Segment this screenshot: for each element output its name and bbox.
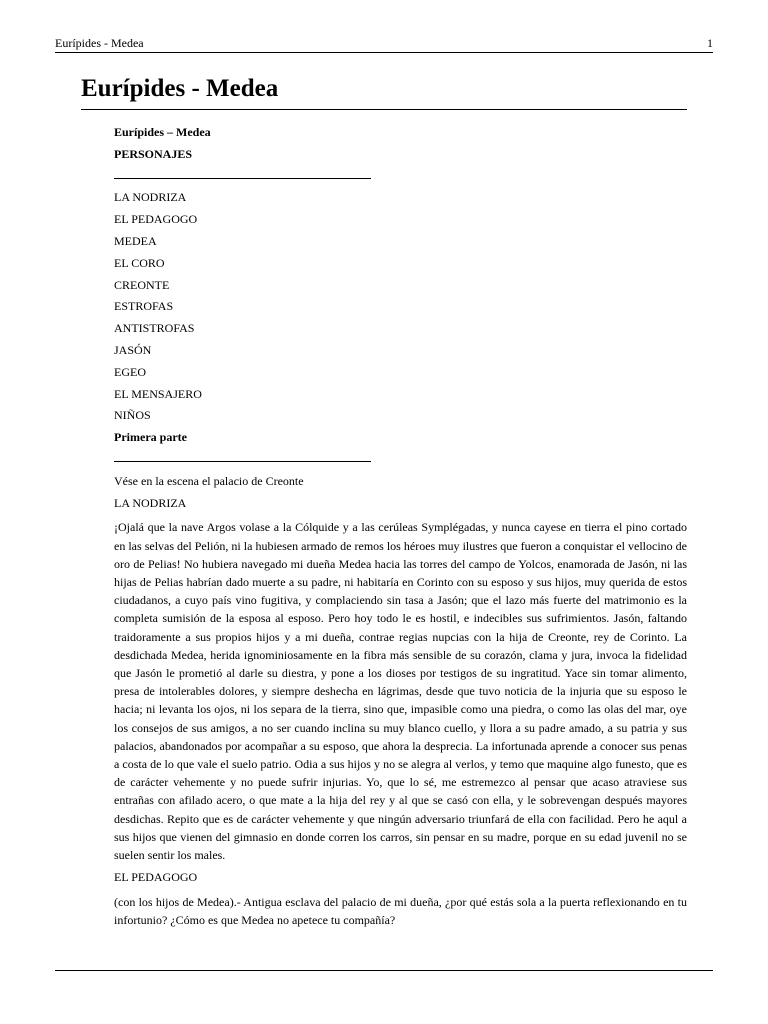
- character-name: EGEO: [114, 364, 146, 379]
- character-name: NIÑOS: [114, 408, 151, 423]
- speech-paragraph: (con los hijos de Medea).- Antigua esclava del palacio de mi dueña, ¿por qué estás sola a la puerta reflexionando en tu infortunio? ¿Cómo es que Medea no apetece tu compañía?: [114, 895, 687, 928]
- footer-rule: [55, 970, 713, 971]
- character-name: ANTISTROFAS: [114, 321, 195, 336]
- character-name: LA NODRIZA: [114, 190, 187, 205]
- subtitle: Eurípides – Medea: [114, 125, 211, 139]
- page-number: 1: [707, 36, 713, 50]
- character-name: MEDEA: [114, 233, 157, 248]
- running-header-title: Eurípides - Medea: [55, 36, 144, 50]
- scene-direction: Vése en la escena el palacio de Creonte: [114, 473, 304, 488]
- document-body: [114, 122, 687, 929]
- speech-paragraph: ¡Ojalá que la nave Argos volase a la Cólquide y a las cerúleas Symplégadas, y nunca cayese en tierra el pino cortado en las selvas del Pelión, ni la hubiesen armado de remos los héroes muy ilustres que fueron a conquistar el vellocino de oro de Pelias! No hubiera navegado mi dueña Medea hacia las torres del campo de Yolcos, enamorada de Jasón, ni las hijas de Pelias habrían dado muerte a su padre, ni habitaría en Corinto con su esposo y sus hijos, muy querida de estos ciudadanos, a cuyo país vino fugitiva, y complaciendo sin tasa a Jasón; que el lazo más fuerte del matrimonio es la completa sumisión de la esposa al esposo. Pero hoy todo le es hostil, e indecibles sus sufrimientos. Jasón, faltando traidoramente a sus propios hijos y a mi dueña, contrae regias nupcias con la hija de Creonte, rey de Corinto. La desdichada Medea, herida ignominiosamente en la fibra más sensible de su corazón, clama y jura, invoca la fidelidad que Jasón le prometió al darle su diestra, y pone a los dioses por testigos de su ingratitud. Yace sin tomar alimento, presa de intolerables dolores, y siempre deshecha en lágrimas, desde que tuvo noticia de la injuria que su esposo le hacia; ni levanta los ojos, ni los separa de la tierra, sino que, impasible como una piedra, o como las olas del mar, oye los consejos de sus amigos, a no ser cuando inclina su muy blanco cuello, y llora a su padre amado, a su patria y sus palacios, abandonados por acompañar a su esposo, que ahora la desprecia. La infortunada aprende a conocer sus penas a costa de lo que vale el suelo patrio. Odia a sus hijos y no se alegra al verlos, y temo que maquine algo funesto, que es de carácter vehemente y no puede sufrir injurias. Yo, que lo sé, me estremezco al pensar que acaso atraviese sus entrañas con afilado acero, o que mate a la hija del rey y al que se casó con ella, y le sobrevengan después mayores desdichas. Repito que es de carácter vehemente y que ningún adversario triunfará de ella con facilidad. Pero he aqul a sus hijos que vienen del gimnasio en donde corren los carros, sin pensar en su madre, porque en su edad juvenil no se suelen sentir los males.: [114, 520, 687, 862]
- speaker-name: LA NODRIZA: [114, 495, 187, 510]
- character-name: ESTROFAS: [114, 299, 174, 314]
- character-name: EL PEDAGOGO: [114, 212, 198, 227]
- separator-line: [114, 166, 687, 188]
- personajes-heading: PERSONAJES: [114, 146, 193, 161]
- title-rule: [81, 109, 687, 110]
- part-heading: Primera parte: [114, 430, 187, 445]
- character-name: EL MENSAJERO: [114, 386, 202, 401]
- character-name: EL CORO: [114, 255, 165, 270]
- speaker-name: EL PEDAGOGO: [114, 870, 198, 885]
- document-title: Eurípides - Medea: [81, 75, 279, 102]
- separator-line: [114, 449, 687, 471]
- character-name: CREONTE: [114, 277, 170, 292]
- character-name: JASÓN: [114, 342, 152, 357]
- running-header: [55, 36, 713, 53]
